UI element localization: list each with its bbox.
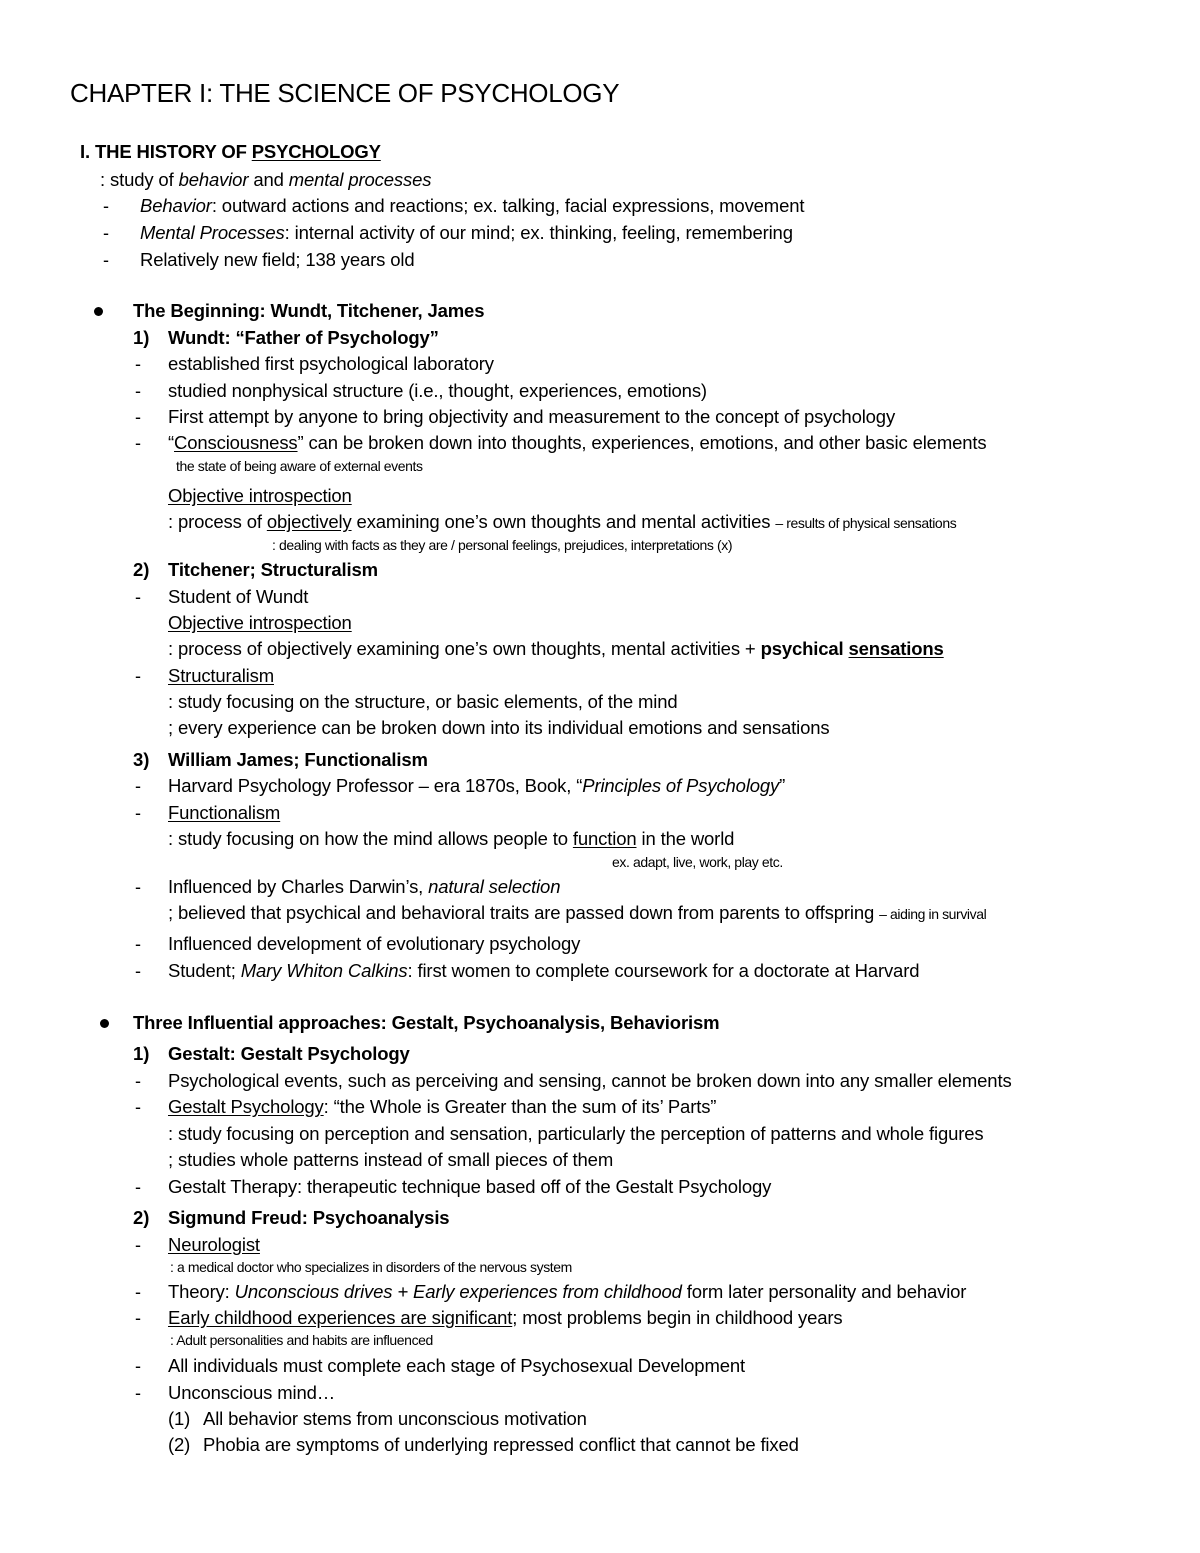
- definition-line: [168, 640, 944, 659]
- definition-prefix: : process of: [168, 511, 267, 532]
- list-text: : internal activity of our mind; ex. thinking, feeling, remembering: [284, 222, 793, 243]
- page-title: CHAPTER I: THE SCIENCE OF PSYCHOLOGY: [70, 78, 620, 108]
- list-item: [168, 1283, 966, 1302]
- dash-marker: -: [135, 1356, 141, 1376]
- definition-and: and: [248, 169, 289, 190]
- list-text: : “the Whole is Greater than the sum of its’ Parts”: [323, 1096, 717, 1117]
- list-text: form later personality and behavior: [681, 1281, 967, 1302]
- quote-close: ”: [779, 775, 786, 796]
- term-label: [168, 667, 274, 686]
- dash-marker: -: [103, 250, 109, 270]
- definition-prefix: : study of: [100, 169, 179, 190]
- definition-line: : study focusing on perception and sensation, particularly the perception of patterns and whole figures: [168, 1123, 984, 1144]
- definition-behavior: behavior: [178, 169, 249, 190]
- note-text: ex. adapt, live, work, play etc.: [612, 854, 783, 870]
- item-number: 2): [133, 559, 150, 580]
- list-item: established first psychological laboratory: [168, 353, 494, 374]
- dash-marker: -: [135, 1282, 141, 1302]
- topic-heading: William James; Functionalism: [168, 749, 428, 770]
- term-label-text: Functionalism: [168, 802, 281, 823]
- list-term: Mental Processes: [140, 222, 285, 243]
- list-item: All individuals must complete each stage of Psychosexual Development: [168, 1355, 745, 1376]
- section-heading-keyword: PSYCHOLOGY: [251, 141, 381, 162]
- list-term: Unconscious drives + Early experiences from childhood: [234, 1281, 682, 1302]
- topic-heading: Titchener; Structuralism: [168, 559, 378, 580]
- definition-line: [168, 830, 734, 849]
- definition-line: [100, 171, 431, 190]
- note-text: : Adult personalities and habits are influenced: [170, 1332, 433, 1348]
- bullet-icon: [94, 307, 103, 316]
- topic-heading: Wundt: “Father of Psychology”: [168, 327, 439, 348]
- term-label: [168, 487, 352, 506]
- note-text: : a medical doctor who specializes in disorders of the nervous system: [170, 1259, 572, 1275]
- list-item: Relatively new field; 138 years old: [140, 249, 415, 270]
- dash-marker: -: [135, 407, 141, 427]
- item-number: 3): [133, 749, 150, 770]
- term-label-text: Neurologist: [168, 1234, 260, 1255]
- dash-marker: -: [135, 433, 141, 453]
- list-term: Early childhood experiences are significant: [168, 1307, 513, 1328]
- definition-keyword: sensations: [848, 638, 944, 659]
- item-number: 1): [133, 1043, 150, 1064]
- definition-keyword: function: [572, 828, 637, 849]
- list-item: Unconscious mind…: [168, 1382, 336, 1403]
- list-item: [168, 1309, 843, 1328]
- list-term: Behavior: [140, 195, 212, 216]
- dash-marker: -: [135, 666, 141, 686]
- quote-open: “: [168, 432, 175, 453]
- term-label: [168, 614, 352, 633]
- list-term: Gestalt Psychology: [168, 1096, 324, 1117]
- definition-line: ; studies whole patterns instead of small pieces of them: [168, 1149, 614, 1170]
- dash-marker: -: [135, 1383, 141, 1403]
- dash-marker: -: [135, 961, 141, 981]
- list-item: Gestalt Therapy: therapeutic technique based off of the Gestalt Psychology: [168, 1176, 772, 1197]
- list-text: ; most problems begin in childhood years: [512, 1307, 843, 1328]
- dash-marker: -: [135, 354, 141, 374]
- definition-bold: psychical: [760, 638, 849, 659]
- subsection-heading: Three Influential approaches: Gestalt, Psychoanalysis, Behaviorism: [133, 1012, 720, 1033]
- list-item: [168, 777, 785, 796]
- list-item: Influenced development of evolutionary psychology: [168, 933, 581, 954]
- list-item: studied nonphysical structure (i.e., thought, experiences, emotions): [168, 380, 707, 401]
- item-number: 1): [133, 327, 150, 348]
- definition-text: examining one’s own thoughts and mental activities: [351, 511, 776, 532]
- list-item: [168, 878, 560, 897]
- subsection-heading: The Beginning: Wundt, Titchener, James: [133, 300, 485, 321]
- definition-line: ; every experience can be broken down into its individual emotions and sensations: [168, 717, 830, 738]
- dash-marker: -: [135, 1177, 141, 1197]
- definition-mental: mental processes: [288, 169, 432, 190]
- list-item: Psychological events, such as perceiving and sensing, cannot be broken down into any smaller elements: [168, 1070, 1012, 1091]
- list-item: [168, 1098, 716, 1117]
- definition-keyword: objectively: [266, 511, 352, 532]
- bullet-icon: [100, 1019, 109, 1028]
- dash-marker: -: [135, 381, 141, 401]
- sub-item-number: (2): [168, 1434, 191, 1455]
- dash-marker: -: [135, 803, 141, 823]
- list-text: ” can be broken down into thoughts, experiences, emotions, and other basic elements: [297, 432, 987, 453]
- dash-marker: -: [135, 1235, 141, 1255]
- list-text: Student;: [168, 960, 241, 981]
- term-label-text: Objective introspection: [168, 485, 352, 506]
- list-text: : outward actions and reactions; ex. talking, facial expressions, movement: [211, 195, 805, 216]
- definition-text: : process of objectively examining one’s own thoughts, mental activities +: [168, 638, 761, 659]
- dash-marker: -: [103, 223, 109, 243]
- sub-item: Phobia are symptoms of underlying repressed conflict that cannot be fixed: [203, 1434, 799, 1455]
- definition-text: in the world: [636, 828, 735, 849]
- topic-heading: Gestalt: Gestalt Psychology: [168, 1043, 410, 1064]
- list-item: [168, 434, 986, 453]
- term-label-text: Objective introspection: [168, 612, 352, 633]
- dash-marker: -: [135, 1308, 141, 1328]
- list-item: [168, 962, 919, 981]
- person-name: Mary Whiton Calkins: [240, 960, 408, 981]
- list-item: First attempt by anyone to bring objectivity and measurement to the concept of psychology: [168, 406, 896, 427]
- item-number: 2): [133, 1207, 150, 1228]
- definition-line: : study focusing on the structure, or basic elements, of the mind: [168, 691, 678, 712]
- dash-marker: -: [135, 1071, 141, 1091]
- list-text: : first women to complete coursework for a doctorate at Harvard: [407, 960, 920, 981]
- list-term: natural selection: [428, 876, 561, 897]
- section-heading-text: I. THE HISTORY OF: [80, 141, 252, 162]
- definition-line: [168, 513, 956, 532]
- section-heading: [80, 143, 381, 162]
- term-label-text: Structuralism: [168, 665, 274, 686]
- list-item: Student of Wundt: [168, 586, 309, 607]
- dash-marker: -: [135, 934, 141, 954]
- dash-marker: -: [135, 1097, 141, 1117]
- note-text: : dealing with facts as they are / personal feelings, prejudices, interpretations (x): [272, 537, 733, 553]
- term-label: [168, 1236, 260, 1255]
- list-text: Theory:: [168, 1281, 235, 1302]
- sub-item-number: (1): [168, 1408, 191, 1429]
- book-title: Principles of Psychology: [582, 775, 780, 796]
- dash-marker: -: [103, 196, 109, 216]
- definition-line: [168, 904, 986, 923]
- dash-marker: -: [135, 877, 141, 897]
- sub-item: All behavior stems from unconscious motivation: [203, 1408, 587, 1429]
- definition-text: ; believed that psychical and behavioral traits are passed down from parents to offspring: [168, 902, 880, 923]
- term-label: [168, 804, 280, 823]
- definition-prefix: : study focusing on how the mind allows people to: [168, 828, 573, 849]
- list-term: Consciousness: [174, 432, 298, 453]
- topic-heading: Sigmund Freud: Psychoanalysis: [168, 1207, 450, 1228]
- definition-note: – results of physical sensations: [775, 515, 957, 531]
- dash-marker: -: [135, 587, 141, 607]
- list-item: [140, 197, 804, 216]
- definition-note: – aiding in survival: [879, 906, 987, 922]
- dash-marker: -: [135, 776, 141, 796]
- list-text: Influenced by Charles Darwin’s,: [168, 876, 429, 897]
- list-item: [140, 224, 793, 243]
- note-text: the state of being aware of external events: [176, 458, 423, 474]
- list-text: Harvard Psychology Professor – era 1870s, Book, “: [168, 775, 583, 796]
